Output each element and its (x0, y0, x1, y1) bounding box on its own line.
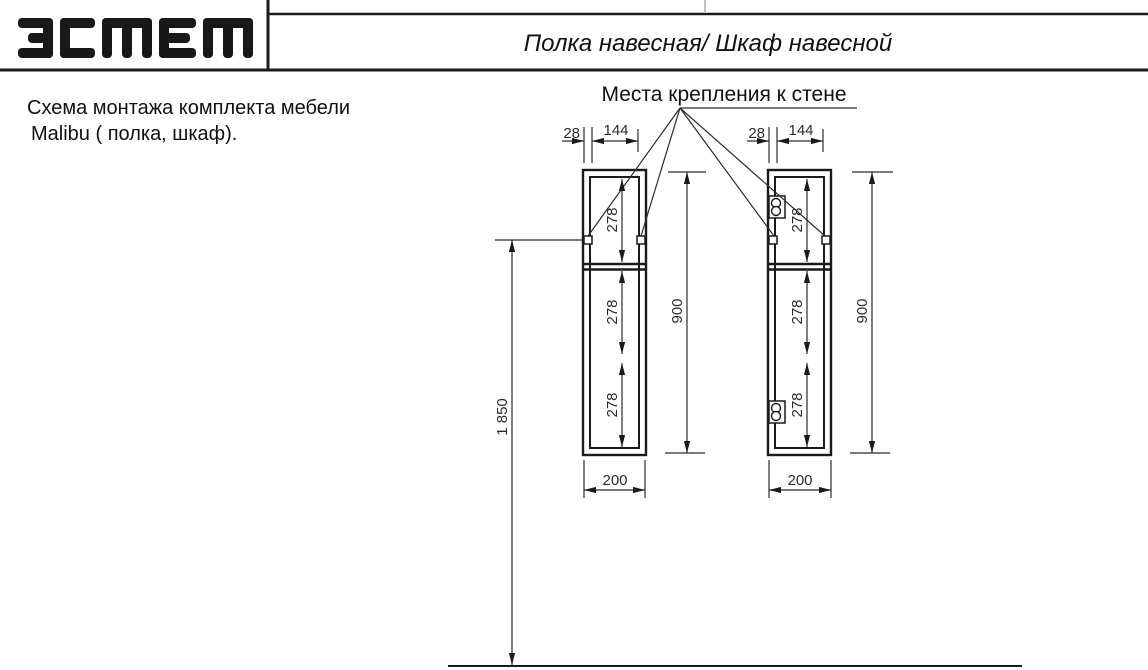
dim-section-height: 278 (789, 299, 806, 325)
dim-cabinet-height: 900 (854, 298, 871, 324)
dim-sections-left-cabinet (604, 179, 622, 447)
description-block (27, 97, 350, 145)
dim-section-height: 278 (789, 207, 806, 233)
description-line2: Malibu ( полка, шкаф). (31, 123, 238, 145)
dim-top-right-cabinet (747, 122, 823, 163)
dim-top-left-cabinet (562, 122, 638, 163)
mounting-annotation-label: Места крепления к стене (601, 83, 847, 106)
hinge-icon (769, 401, 785, 423)
dim-sections-right-cabinet (789, 179, 807, 447)
dim-section-height: 278 (604, 392, 621, 418)
dim-bracket-spacing: 144 (788, 122, 814, 139)
dim-mounting-height (494, 240, 583, 665)
dim-section-height: 278 (789, 392, 806, 418)
dim-mounting-height-label: 1 850 (494, 398, 511, 436)
dim-edge-offset: 28 (563, 125, 580, 142)
dim-width-right-cabinet (769, 460, 831, 498)
dim-height-right-cabinet (850, 172, 893, 453)
sheet-title: Полка навесная/ Шкаф навесной (523, 30, 893, 57)
dim-edge-offset: 28 (748, 125, 765, 142)
dim-section-height: 278 (604, 299, 621, 325)
dim-width-left-cabinet (584, 460, 645, 498)
dim-cabinet-width: 200 (602, 472, 628, 489)
dim-section-height: 278 (604, 207, 621, 233)
description-line1: Схема монтажа комплекта мебели (27, 97, 351, 119)
title-block (0, 0, 1148, 72)
dim-bracket-spacing: 144 (603, 122, 629, 139)
dim-height-left-cabinet (665, 172, 706, 453)
dim-cabinet-height: 900 (669, 298, 686, 324)
dim-cabinet-width: 200 (787, 472, 813, 489)
